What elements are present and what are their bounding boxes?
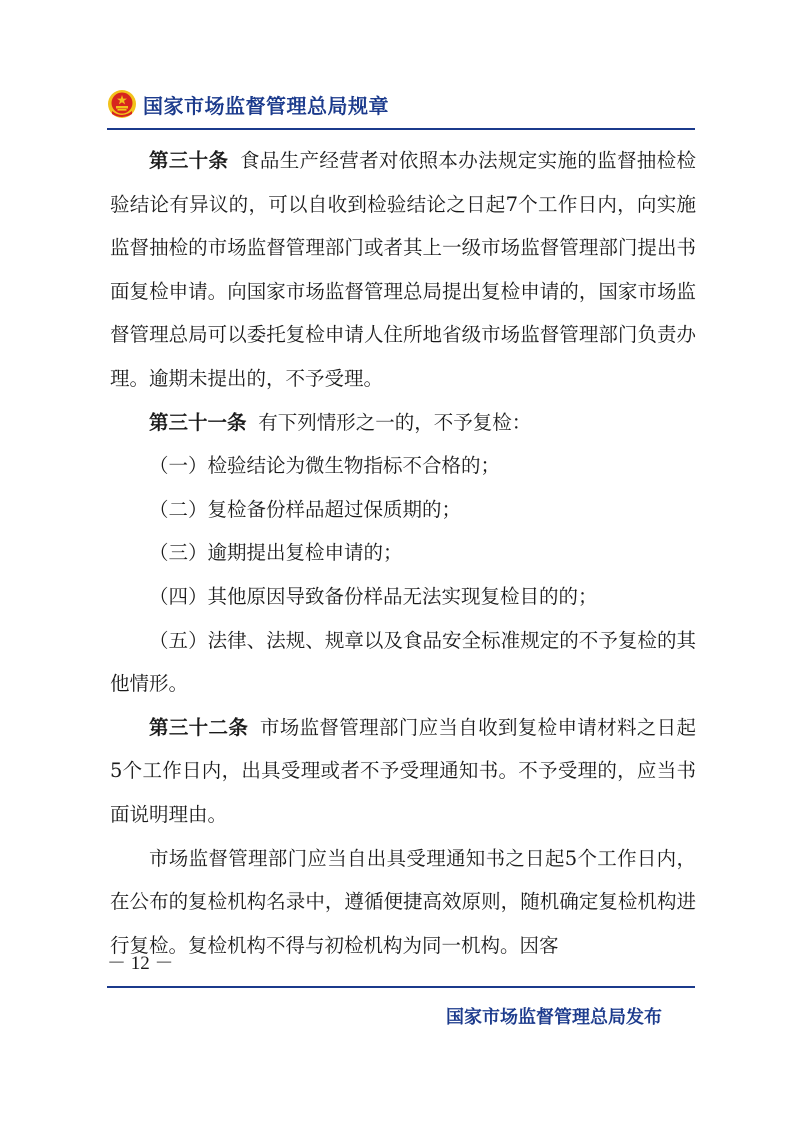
paragraph-text: （三）逾期提出复检申请的； <box>149 541 403 565</box>
page-number: － 12 － <box>107 953 174 974</box>
article-number: 第三十一条 <box>149 410 247 434</box>
paragraph <box>110 444 696 488</box>
paragraph-text: （一）检验结论为微生物指标不合格的； <box>149 454 501 478</box>
article-number: 第三十二条 <box>149 715 249 739</box>
paragraph-text: 市场监督管理部门应当自收到复检申请材料之日起5个工作日内，出具受理或者不予受理通知书。不予受理的，应当书面说明理由。 <box>110 715 696 826</box>
paragraph <box>110 488 696 532</box>
paragraph <box>110 401 696 445</box>
national-emblem-icon <box>107 89 137 119</box>
document-body <box>110 139 696 967</box>
article-number: 第三十条 <box>149 149 229 172</box>
paragraph <box>110 139 696 401</box>
paragraph <box>110 619 696 706</box>
footer-divider <box>107 986 695 988</box>
paragraph-text: 食品生产经营者对依照本办法规定实施的监督抽检检验结论有异议的，可以自收到检验结论之日起7个工作日内，向实施监督抽检的市场监督管理部门或者其上一级市场监督管理部门提出书面复检申请。向国家市场监督管理总局提出复检申请的，国家市场监督管理总局可以委托复检申请人住所地省级市场监督管理部门负责办理。逾期未提出的，不予受理。 <box>110 149 696 390</box>
paragraph-text: 有下列情形之一的，不予复检： <box>258 410 532 434</box>
page-header <box>107 84 389 124</box>
paragraph <box>110 575 696 619</box>
paragraph-text: （五）法律、法规、规章以及食品安全标准规定的不予复检的其他情形。 <box>110 628 696 696</box>
publisher-label: 国家市场监督管理总局发布 <box>446 1007 662 1028</box>
paragraph <box>110 706 696 837</box>
paragraph-text: （二）复检备份样品超过保质期的； <box>149 497 462 521</box>
paragraph <box>110 837 696 968</box>
paragraph <box>110 531 696 575</box>
header-title: 国家市场监督管理总局规章 <box>143 93 389 118</box>
paragraph-text: 市场监督管理部门应当自出具受理通知书之日起5个工作日内，在公布的复检机构名录中，遵循便捷高效原则，随机确定复检机构进行复检。复检机构不得与初检机构为同一机构。因客 <box>110 846 696 957</box>
header-divider <box>107 128 695 130</box>
paragraph-text: （四）其他原因导致备份样品无法实现复检目的的； <box>149 584 598 608</box>
